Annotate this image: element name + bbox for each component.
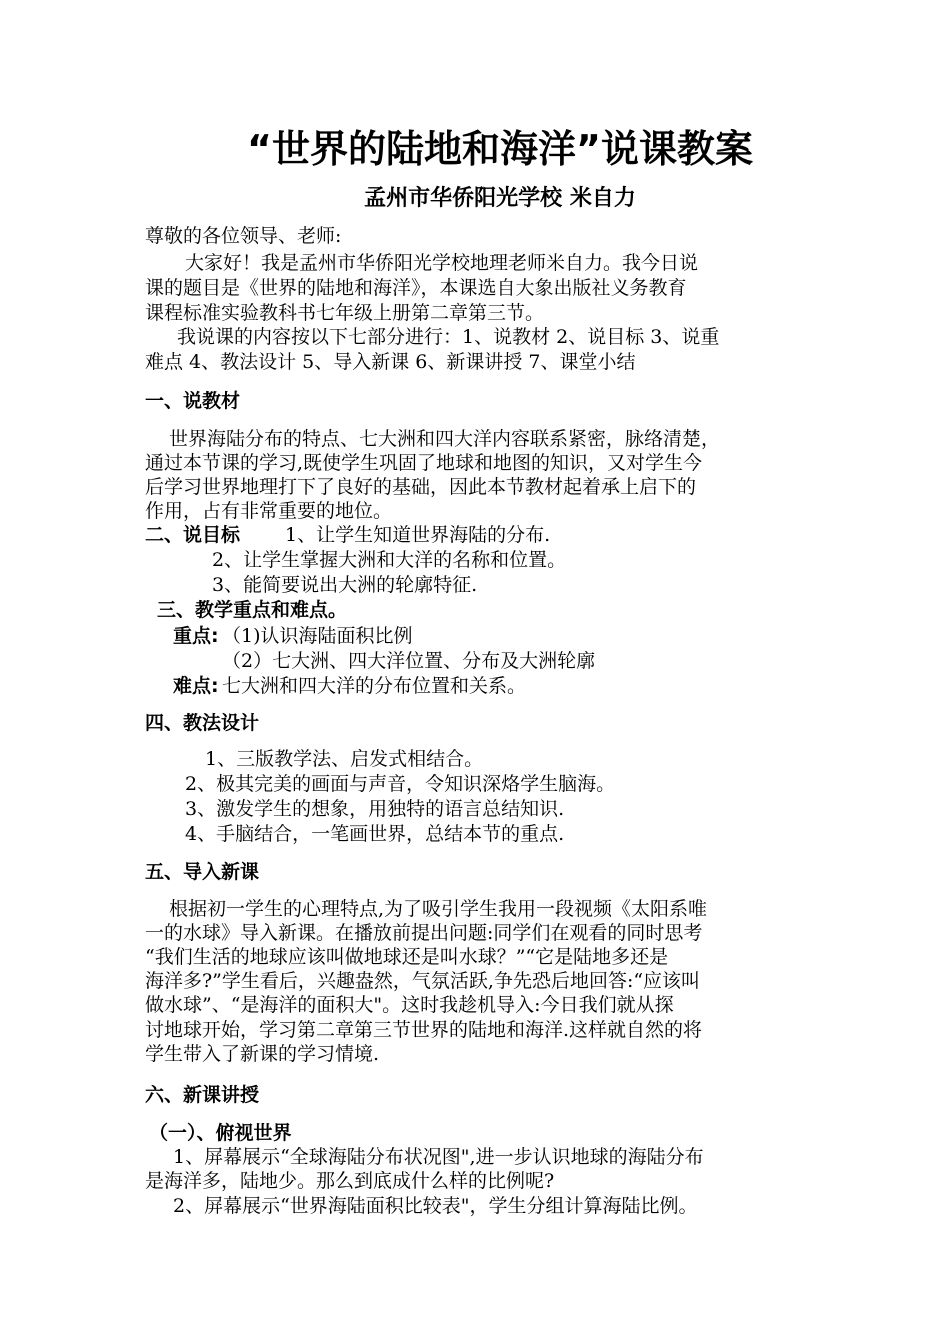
paragraph-line: 作用，占有非常重要的地位。 — [145, 500, 393, 522]
method-item: 3、激发学生的想象，用独特的语言总结知识. — [185, 798, 565, 820]
paragraph-line: 通过本节课的学习,既使学生巩固了地球和地图的知识，又对学生今 — [145, 452, 703, 474]
paragraph-line: 讨地球开始，学习第二章第三节世界的陆地和海洋.这样就自然的将 — [145, 1019, 703, 1041]
page-title: “世界的陆地和海洋”说课教案 — [247, 127, 753, 171]
intro-line: 课程标准实验教科书七年级上册第二章第三节。 — [145, 302, 545, 324]
paragraph-line: 学生带入了新课的学习情境. — [145, 1043, 380, 1065]
key-point: （1)认识海陆面积比例 — [222, 625, 413, 647]
paragraph-line: 海洋多?”学生看后，兴趣盎然，气氛活跃,争先恐后地回答:“应该叫 — [145, 970, 701, 992]
section-heading: 六、新课讲授 — [145, 1084, 260, 1106]
paragraph-line: 一的水球》导入新课。在播放前提出问题:同学们在观看的同时思考 — [145, 922, 703, 944]
section-heading: 二、说目标 — [145, 524, 241, 546]
difficulty-text: 七大洲和四大洋的分布位置和关系。 — [222, 675, 527, 697]
paragraph-line: 根据初一学生的心理特点,为了吸引学生我用一段视频《太阳系唯 — [169, 898, 708, 920]
section-heading: 一、说教材 — [145, 390, 241, 412]
intro-line: 大家好！我是孟州市华侨阳光学校地理老师米自力。我今日说 — [185, 252, 699, 274]
method-item: 2、极其完美的画面与声音，令知识深烙学生脑海。 — [185, 773, 616, 795]
key-point: （2）七大洲、四大洋位置、分布及大洲轮廓 — [222, 650, 596, 672]
paragraph-line: 后学习世界地理打下了良好的基础，因此本节教材起着承上启下的 — [145, 476, 697, 498]
intro-line: 课的题目是《世界的陆地和海洋》，本课选自大象出版社义务教育 — [145, 277, 687, 299]
outline-line: 难点 4、教法设计 5、导入新课 6、新课讲授 7、课堂小结 — [145, 351, 636, 373]
section-heading: 三、教学重点和难点。 — [157, 599, 348, 621]
outline-line: 我说课的内容按以下七部分进行：1、说教材 2、说目标 3、说重 — [177, 326, 720, 348]
section-heading: 五、导入新课 — [145, 861, 260, 883]
paragraph-line: 世界海陆分布的特点、七大洲和四大洋内容联系紧密，脉络清楚， — [169, 428, 721, 450]
paragraph-line: 做水球”、“是海洋的面积大"。这时我趁机导入:今日我们就从探 — [145, 994, 674, 1016]
paragraph-line: 2、屏幕展示“世界海陆面积比较表"，学生分组计算海陆比例。 — [173, 1195, 698, 1217]
key-label: 重点: — [173, 625, 219, 647]
method-item: 1、三版教学法、启发式相结合。 — [205, 748, 484, 770]
method-item: 4、手脑结合，一笔画世界，总结本节的重点. — [185, 823, 565, 845]
difficulty-label: 难点: — [173, 675, 219, 697]
paragraph-line: “我们生活的地球应该叫做地球还是叫水球？”“它是陆地多还是 — [145, 946, 669, 968]
sub-heading: （一）、俯视世界 — [149, 1122, 292, 1144]
paragraph-line: 是海洋多，陆地少。那么到底成什么样的比例呢? — [145, 1170, 555, 1192]
goal-item: 1、让学生知道世界海陆的分布. — [285, 524, 551, 546]
section-heading: 四、教法设计 — [145, 712, 260, 734]
goal-item: 2、让学生掌握大洲和大洋的名称和位置。 — [212, 549, 567, 571]
paragraph-line: 1、屏幕展示“全球海陆分布状况图",进一步认识地球的海陆分布 — [173, 1146, 704, 1168]
greeting: 尊敬的各位领导、老师: — [145, 225, 342, 247]
author-line: 孟州市华侨阳光学校 米自力 — [364, 186, 636, 211]
goal-item: 3、能简要说出大洲的轮廓特征. — [212, 574, 478, 596]
